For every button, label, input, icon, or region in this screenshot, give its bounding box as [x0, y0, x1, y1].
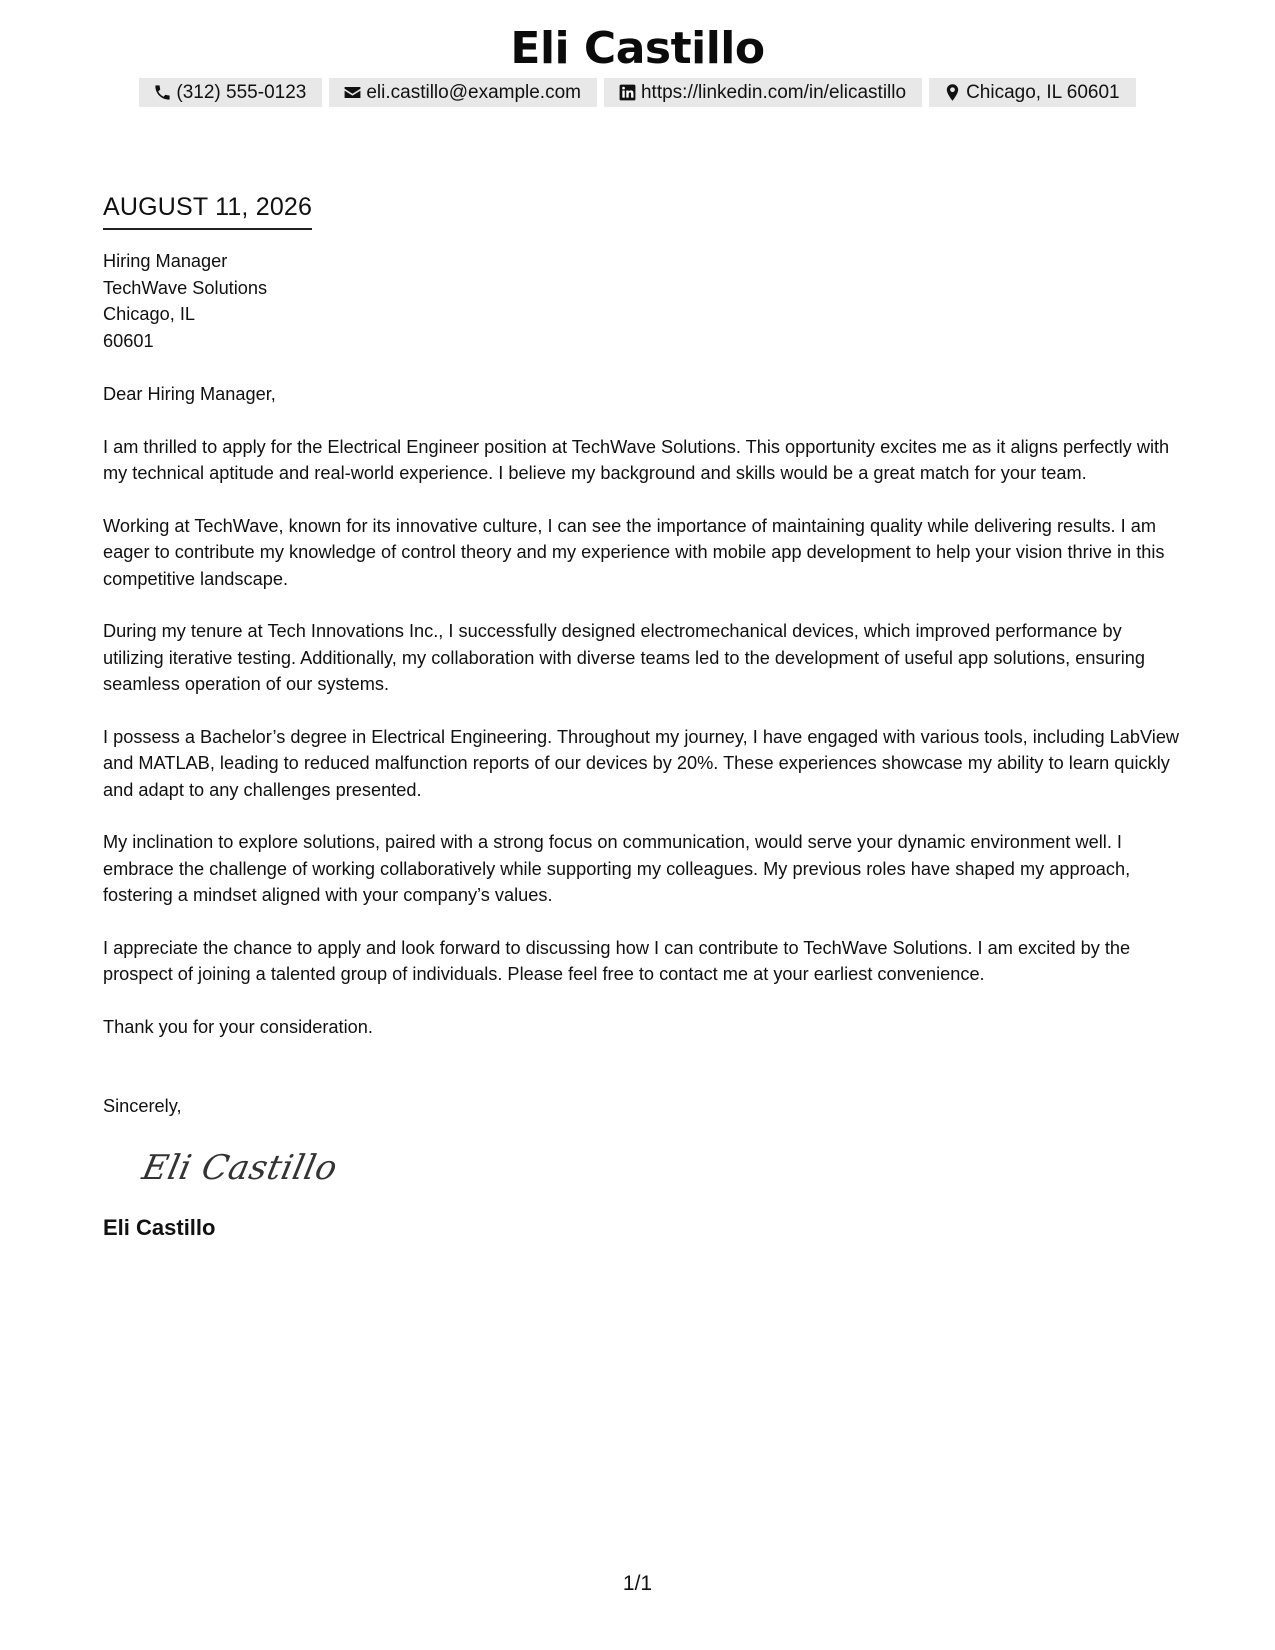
contact-linkedin[interactable] [604, 78, 922, 107]
phone-text: (312) 555-0123 [176, 81, 307, 103]
letter-header [0, 20, 1275, 107]
signer-name: Eli Castillo [103, 1214, 216, 1240]
recipient-title: Hiring Manager [103, 251, 228, 271]
map-pin-icon [943, 83, 966, 102]
contact-email[interactable] [329, 78, 597, 107]
paragraph: My inclination to explore solutions, paired with a strong focus on communication, would serve your dynamic environment well. I embrace the challenge of working collaboratively while supporting my colleagues. My previous roles have shaped my approach, fostering a mindset aligned with your company’s values. [103, 832, 1131, 905]
email-text: eli.castillo@example.com [366, 81, 581, 103]
closing: Sincerely, [103, 1096, 182, 1116]
recipient-zip: 60601 [103, 330, 154, 351]
contact-bar [0, 78, 1275, 107]
applicant-name: Eli Castillo [510, 23, 765, 74]
paragraph: Working at TechWave, known for its innovative culture, I can see the importance of maintaining quality while delivering results. I am eager to contribute my knowledge of control theory and my experience with mobile app development to help your vision thrive in this competitive landscape. [103, 515, 1165, 589]
envelope-icon [343, 83, 366, 102]
recipient-city: Chicago, IL [103, 304, 196, 324]
linkedin-text: https://linkedin.com/in/elicastillo [640, 81, 907, 103]
page-number: 1/1 [622, 1572, 653, 1595]
linkedin-icon [618, 83, 641, 102]
handwritten-signature: Eli Castillo [138, 1147, 342, 1188]
paragraph: I possess a Bachelor’s degree in Electrical Engineering. Throughout my journey, I have engaged with various tools, including LabView and MATLAB, leading to reduced malfunction reports of our devices by 20%. These experiences showcase my ability to learn quickly and adapt to any challenges presented. [103, 726, 1180, 800]
contact-phone [139, 78, 322, 107]
recipient-block [103, 248, 1183, 354]
location-text: Chicago, IL 60601 [966, 81, 1120, 103]
paragraph: I appreciate the chance to apply and look forward to discussing how I can contribute to TechWave Solutions. I am excited by the prospect of joining a talented group of individuals. Please feel free to contact me at your earliest convenience. [103, 937, 1131, 984]
letter-date: AUGUST 11, 2026 [103, 192, 312, 230]
letter-body [103, 192, 1183, 1242]
phone-icon [153, 83, 176, 102]
paragraph: During my tenure at Tech Innovations Inc., I successfully designed electromechanical devices, which improved performance by utilizing iterative testing. Additionally, my collaboration with diverse teams led to the development of useful app solutions, ensuring seamless operation of our systems. [103, 621, 1145, 694]
salutation: Dear Hiring Manager, [103, 384, 276, 404]
recipient-company: TechWave Solutions [103, 277, 268, 298]
contact-location [929, 78, 1136, 107]
paragraph: I am thrilled to apply for the Electrical Engineer position at TechWave Solutions. This opportunity excites me as it aligns perfectly with my technical aptitude and real-world experience. I believe my background and skills would be a great match for your team. [103, 436, 1170, 483]
thank-you-line: Thank you for your consideration. [103, 1016, 373, 1037]
